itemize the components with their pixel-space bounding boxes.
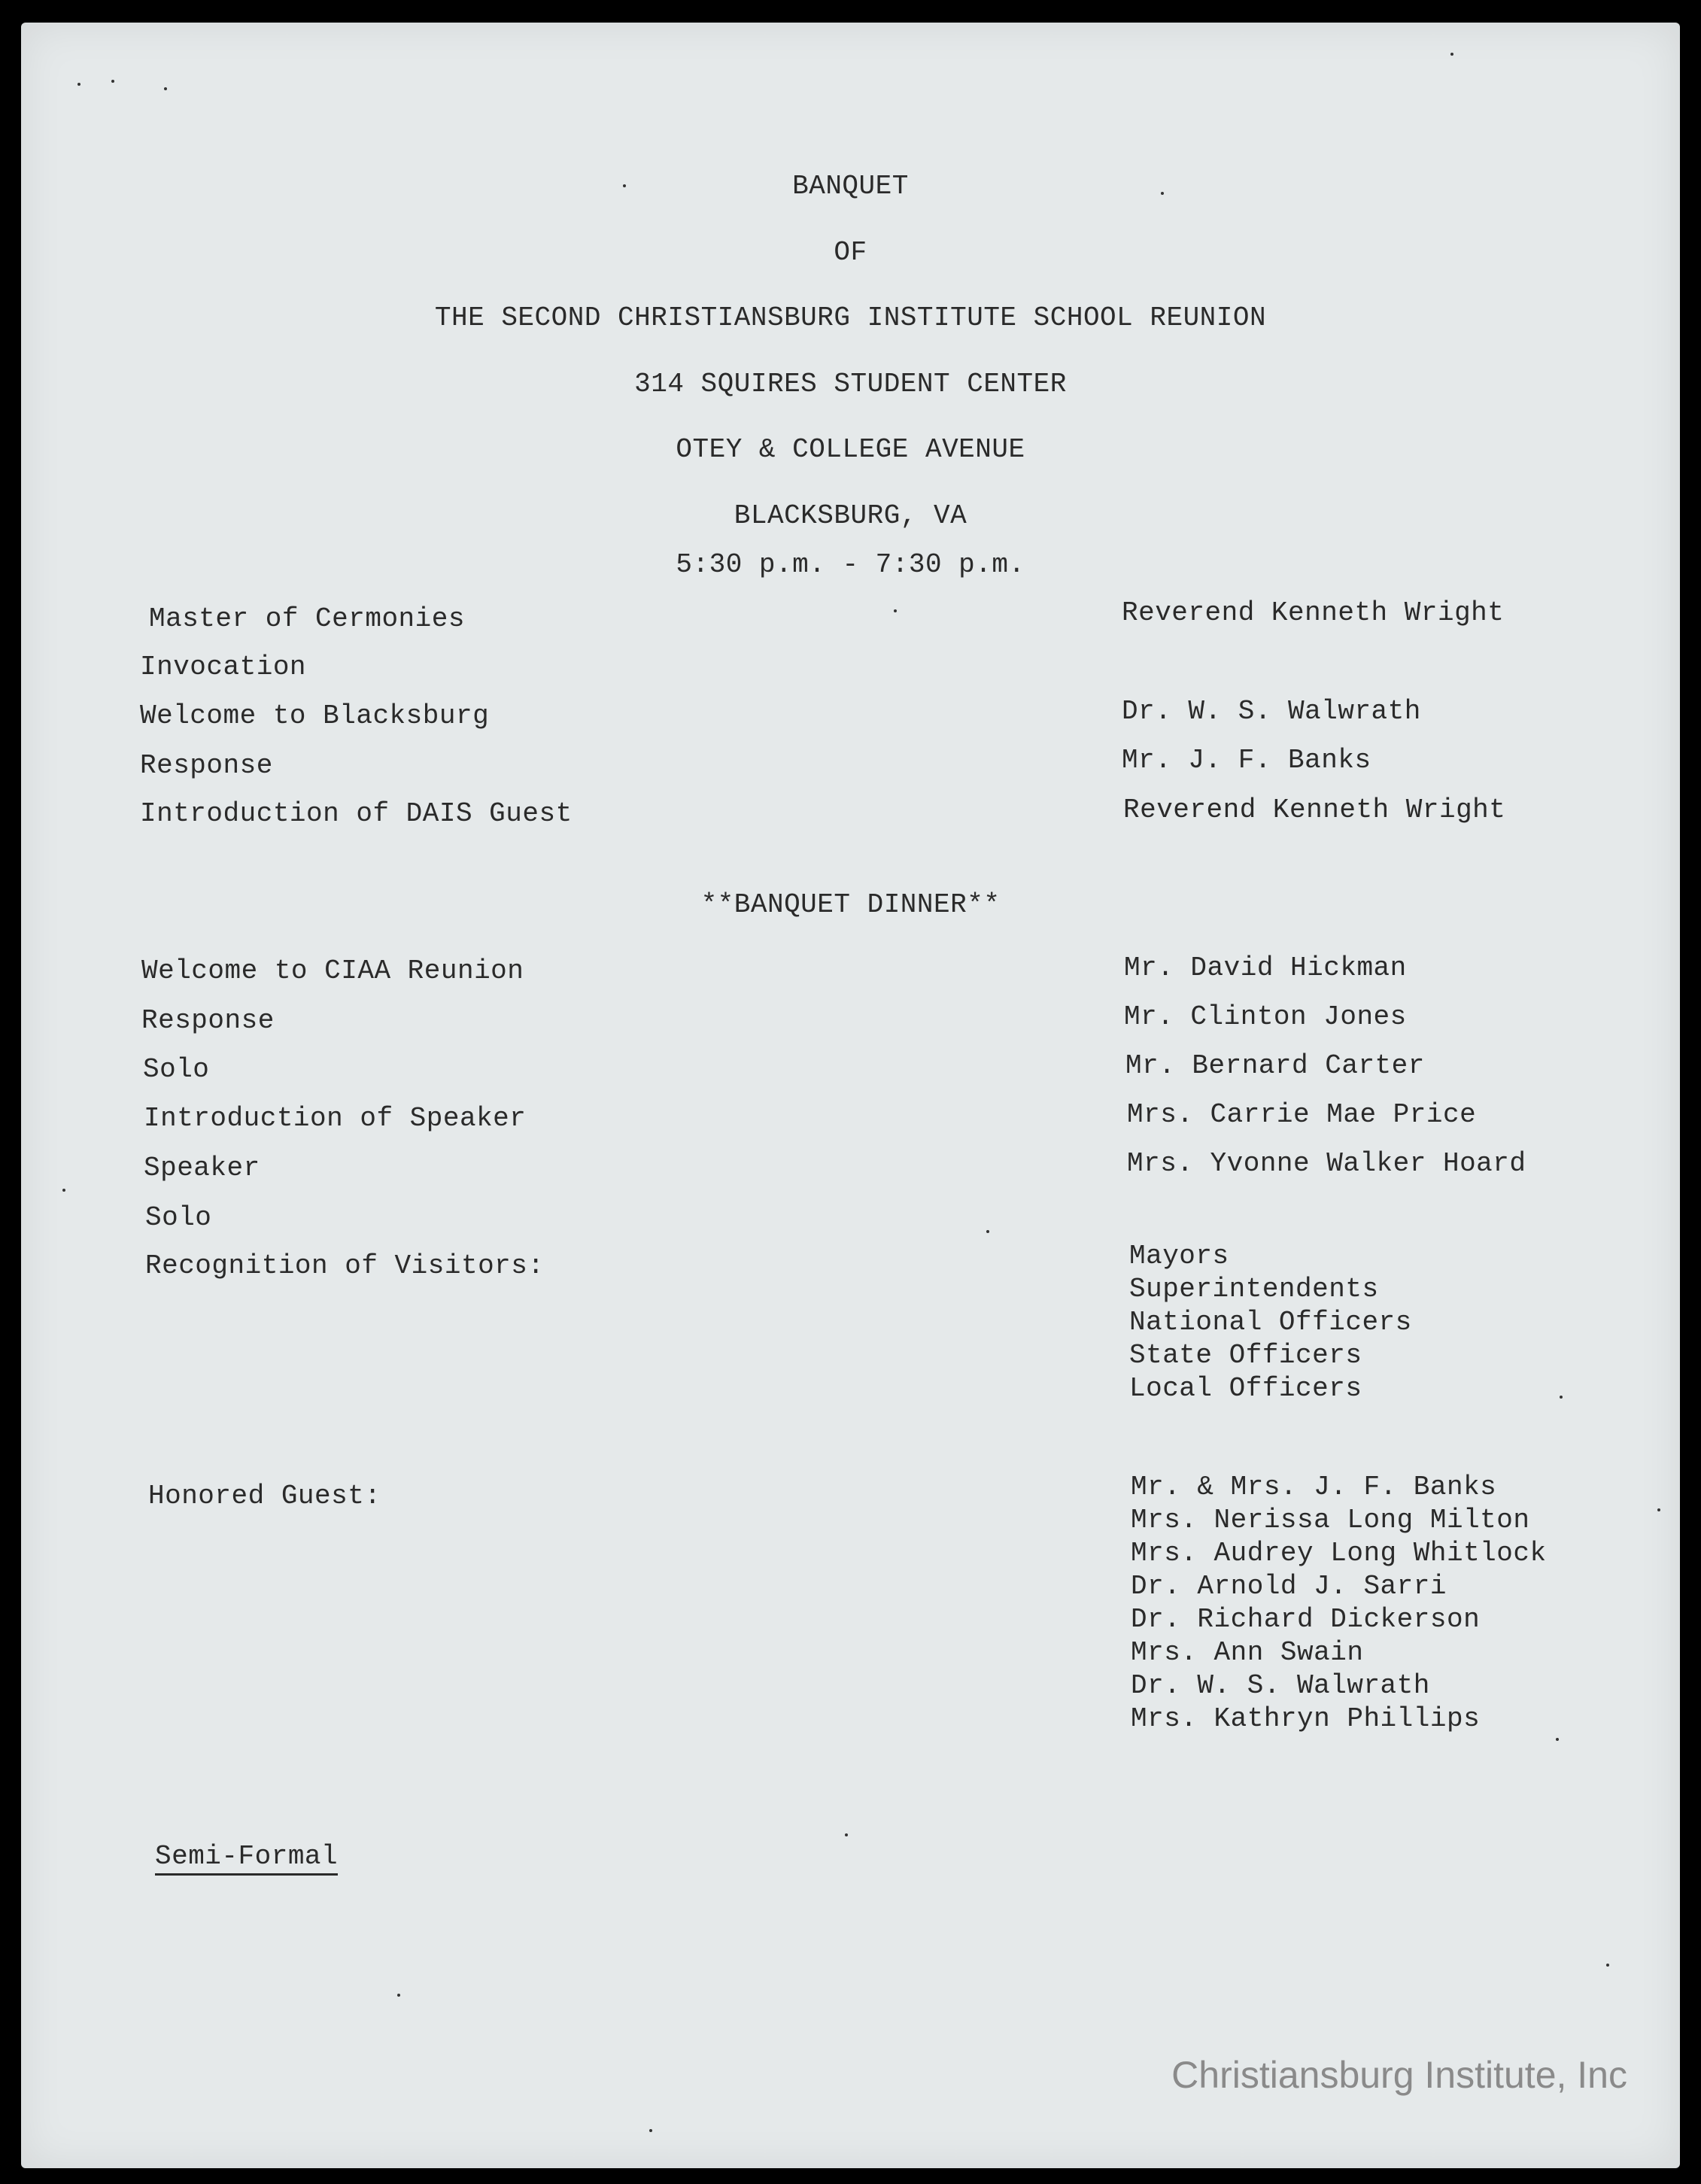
program-person: Reverend Kenneth Wright xyxy=(1122,597,1505,628)
paper-speck xyxy=(111,80,114,83)
document-page xyxy=(21,23,1680,2168)
program-item: Introduction of DAIS Guest xyxy=(140,798,573,829)
paper-speck xyxy=(62,1189,65,1192)
program-person: Mr. J. F. Banks xyxy=(1122,745,1371,776)
paper-speck xyxy=(1161,192,1164,195)
program-item: Speaker xyxy=(144,1153,260,1183)
program-item: Solo xyxy=(145,1202,212,1233)
program-person: Mr. Bernard Carter xyxy=(1125,1050,1425,1081)
paper-speck xyxy=(649,2129,652,2132)
program-item: Welcome to Blacksburg xyxy=(140,700,490,731)
honored-guest: Mr. & Mrs. J. F. Banks xyxy=(1131,1472,1497,1502)
program-item: Master of Cermonies xyxy=(149,603,465,634)
program-item: Response xyxy=(140,750,273,781)
paper-speck xyxy=(1657,1508,1660,1511)
recognition-item: Mayors xyxy=(1129,1241,1229,1271)
recognition-list xyxy=(1129,1240,1412,1405)
honored-guest: Dr. Richard Dickerson xyxy=(1131,1604,1481,1635)
watermark: Christiansburg Institute, Inc xyxy=(1171,2054,1627,2096)
honored-guest: Mrs. Ann Swain xyxy=(1131,1637,1364,1668)
recognition-item: Local Officers xyxy=(1129,1373,1362,1404)
paper-speck xyxy=(1560,1396,1563,1399)
dress-code: Semi-Formal xyxy=(155,1843,338,1876)
paper-speck xyxy=(397,1994,400,1997)
honored-guest: Dr. Arnold J. Sarri xyxy=(1131,1571,1447,1602)
title-banquet: BANQUET xyxy=(792,171,909,202)
paper-speck xyxy=(986,1230,989,1233)
honored-guest: Dr. W. S. Walwrath xyxy=(1131,1670,1430,1701)
honored-label: Honored Guest: xyxy=(148,1481,381,1511)
program-person: Mr. Clinton Jones xyxy=(1124,1001,1407,1032)
program-person: Reverend Kenneth Wright xyxy=(1123,794,1506,825)
venue: 314 SQUIRES STUDENT CENTER xyxy=(634,369,1067,399)
honored-guest: Mrs. Nerissa Long Milton xyxy=(1131,1505,1530,1535)
program-person: Mrs. Yvonne Walker Hoard xyxy=(1127,1148,1526,1179)
honored-guest: Mrs. Audrey Long Whitlock xyxy=(1131,1538,1547,1569)
dinner-heading: **BANQUET DINNER** xyxy=(700,889,1001,920)
honored-list xyxy=(1131,1471,1547,1736)
event-name: THE SECOND CHRISTIANSBURG INSTITUTE SCHOOL REUNION xyxy=(434,302,1267,333)
program-item: Welcome to CIAA Reunion xyxy=(141,955,524,986)
paper-speck xyxy=(1606,1964,1609,1967)
program-item: Introduction of Speaker xyxy=(144,1103,527,1134)
paper-speck xyxy=(1450,53,1453,56)
program-person: Mrs. Carrie Mae Price xyxy=(1127,1099,1477,1130)
paper-speck xyxy=(1556,1738,1559,1741)
paper-speck xyxy=(894,609,897,612)
paper-speck xyxy=(77,83,80,86)
program-person: Dr. W. S. Walwrath xyxy=(1122,696,1421,727)
program-item: Response xyxy=(141,1005,275,1036)
program-person: Mr. David Hickman xyxy=(1124,952,1407,983)
program-item: Solo xyxy=(143,1054,210,1085)
honored-guest: Mrs. Kathryn Phillips xyxy=(1131,1703,1481,1734)
street: OTEY & COLLEGE AVENUE xyxy=(676,434,1025,465)
recognition-item: State Officers xyxy=(1129,1340,1362,1371)
paper-speck xyxy=(164,87,167,90)
event-time: 5:30 p.m. - 7:30 p.m. xyxy=(676,549,1025,580)
paper-speck xyxy=(845,1833,848,1836)
title-of: OF xyxy=(834,237,867,268)
recognition-label: Recognition of Visitors: xyxy=(145,1250,545,1281)
paper-speck xyxy=(623,184,626,187)
recognition-item: National Officers xyxy=(1129,1307,1412,1338)
recognition-item: Superintendents xyxy=(1129,1274,1379,1305)
program-item: Invocation xyxy=(140,652,307,682)
city: BLACKSBURG, VA xyxy=(734,500,967,531)
